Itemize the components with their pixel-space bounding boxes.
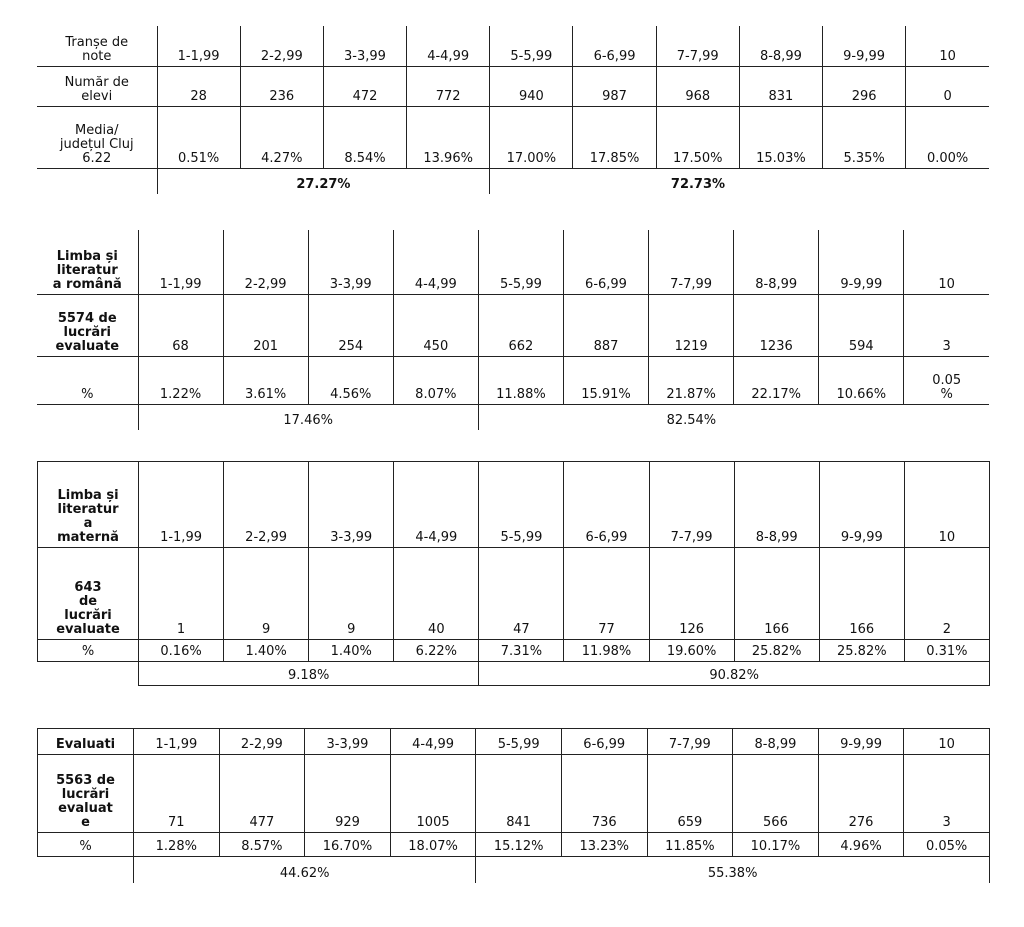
range-cell: 5-5,99 xyxy=(479,462,564,548)
header-row xyxy=(38,729,990,755)
row-label-header: Evaluati xyxy=(38,729,134,755)
range-cell: 1-1,99 xyxy=(157,26,240,66)
row-label-count: 643 de lucrări evaluate xyxy=(38,548,139,640)
percent-cell: 15.03% xyxy=(739,106,822,168)
count-cell: 472 xyxy=(323,66,406,106)
range-cell: 6-6,99 xyxy=(561,729,647,755)
grade-table-county xyxy=(37,26,989,194)
count-cell: 1219 xyxy=(649,294,734,356)
range-cell: 2-2,99 xyxy=(240,26,323,66)
percent-row xyxy=(37,106,989,168)
summary-5-and-above: 55.38% xyxy=(476,857,990,883)
percent-cell: 4.27% xyxy=(240,106,323,168)
count-cell: 166 xyxy=(819,548,904,640)
count-cell: 594 xyxy=(819,294,904,356)
count-cell: 166 xyxy=(734,548,819,640)
range-cell: 5-5,99 xyxy=(476,729,562,755)
count-cell: 887 xyxy=(563,294,648,356)
percent-cell: 0.00% xyxy=(906,106,989,168)
range-cell: 3-3,99 xyxy=(305,729,391,755)
summary-row xyxy=(38,662,990,686)
header-row xyxy=(38,462,990,548)
range-cell: 7-7,99 xyxy=(656,26,739,66)
count-cell: 77 xyxy=(564,548,649,640)
count-cell: 47 xyxy=(479,548,564,640)
percent-cell: 0.51% xyxy=(157,106,240,168)
count-cell: 3 xyxy=(904,294,989,356)
range-cell: 2-2,99 xyxy=(224,462,309,548)
count-row xyxy=(38,755,990,833)
percent-row xyxy=(38,833,990,857)
summary-row xyxy=(37,404,989,430)
percent-row xyxy=(38,640,990,662)
percent-cell: 18.07% xyxy=(390,833,476,857)
count-cell: 9 xyxy=(224,548,309,640)
range-cell: 10 xyxy=(906,26,989,66)
percent-cell: 0.05 % xyxy=(904,356,989,404)
range-cell: 9-9,99 xyxy=(819,462,904,548)
count-cell: 940 xyxy=(490,66,573,106)
percent-cell: 4.56% xyxy=(308,356,393,404)
range-cell: 8-8,99 xyxy=(734,230,819,294)
range-cell: 8-8,99 xyxy=(739,26,822,66)
count-cell: 772 xyxy=(407,66,490,106)
count-cell: 831 xyxy=(739,66,822,106)
percent-cell: 7.31% xyxy=(479,640,564,662)
range-cell: 4-4,99 xyxy=(393,230,478,294)
count-cell: 1236 xyxy=(734,294,819,356)
percent-cell: 11.88% xyxy=(478,356,563,404)
count-row xyxy=(37,294,989,356)
row-label-header: Limba și literatur a română xyxy=(37,230,138,294)
count-cell: 71 xyxy=(134,755,220,833)
percent-cell: 13.96% xyxy=(407,106,490,168)
percent-cell: 19.60% xyxy=(649,640,734,662)
range-cell: 3-3,99 xyxy=(323,26,406,66)
summary-5-and-above: 82.54% xyxy=(666,413,717,428)
range-cell: 8-8,99 xyxy=(733,729,819,755)
count-cell: 1 xyxy=(139,548,224,640)
percent-cell: 0.31% xyxy=(904,640,989,662)
range-cell: 3-3,99 xyxy=(308,230,393,294)
range-cell: 1-1,99 xyxy=(139,462,224,548)
count-cell: 276 xyxy=(818,755,904,833)
percent-cell: 8.07% xyxy=(393,356,478,404)
percent-cell: 1.40% xyxy=(309,640,394,662)
percent-cell: 17.85% xyxy=(573,106,656,168)
range-cell: 6-6,99 xyxy=(564,462,649,548)
range-cell: 2-2,99 xyxy=(219,729,305,755)
percent-cell: 25.82% xyxy=(819,640,904,662)
header-row xyxy=(37,26,989,66)
range-cell: 10 xyxy=(904,462,989,548)
percent-cell: 1.40% xyxy=(224,640,309,662)
count-cell: 3 xyxy=(904,755,990,833)
summary-5-and-above: 90.82% xyxy=(479,662,990,686)
row-label-header: Tranșe de note xyxy=(37,26,157,66)
percent-cell: 3.61% xyxy=(223,356,308,404)
count-cell: 126 xyxy=(649,548,734,640)
row-label-count: 5563 de lucrări evaluat e xyxy=(38,755,134,833)
count-cell: 296 xyxy=(823,66,906,106)
count-cell: 40 xyxy=(394,548,479,640)
row-label-percent: % xyxy=(37,356,138,404)
row-label-percent: % xyxy=(38,833,134,857)
percent-cell: 17.00% xyxy=(490,106,573,168)
summary-below-5: 17.46% xyxy=(138,404,478,430)
range-cell: 8-8,99 xyxy=(734,462,819,548)
percent-cell: 11.98% xyxy=(564,640,649,662)
range-cell: 4-4,99 xyxy=(394,462,479,548)
range-cell: 7-7,99 xyxy=(649,230,734,294)
range-cell: 6-6,99 xyxy=(563,230,648,294)
row-label-count: Număr de elevi xyxy=(37,66,157,106)
grade-table-mother-tongue xyxy=(37,461,990,686)
range-cell: 4-4,99 xyxy=(390,729,476,755)
percent-row xyxy=(37,356,989,404)
percent-cell: 4.96% xyxy=(818,833,904,857)
range-cell: 9-9,99 xyxy=(818,729,904,755)
range-cell: 7-7,99 xyxy=(647,729,733,755)
summary-row xyxy=(37,168,989,194)
summary-5-and-above: 72.73% xyxy=(670,177,726,192)
range-cell: 10 xyxy=(904,729,990,755)
count-cell: 68 xyxy=(138,294,223,356)
percent-cell: 8.57% xyxy=(219,833,305,857)
count-cell: 28 xyxy=(157,66,240,106)
range-cell: 9-9,99 xyxy=(819,230,904,294)
count-cell: 477 xyxy=(219,755,305,833)
percent-cell: 10.17% xyxy=(733,833,819,857)
row-label-percent: Media/ județul Cluj 6.22 xyxy=(37,106,157,168)
count-cell: 968 xyxy=(656,66,739,106)
grade-table-romanian xyxy=(37,230,989,430)
summary-below-5: 44.62% xyxy=(134,857,476,883)
count-cell: 1005 xyxy=(390,755,476,833)
percent-cell: 21.87% xyxy=(649,356,734,404)
range-cell: 10 xyxy=(904,230,989,294)
count-cell: 0 xyxy=(906,66,989,106)
summary-row xyxy=(38,857,990,883)
row-label-header: Limba și literatur a maternă xyxy=(38,462,139,548)
count-cell: 841 xyxy=(476,755,562,833)
range-cell: 7-7,99 xyxy=(649,462,734,548)
count-cell: 929 xyxy=(305,755,391,833)
range-cell: 4-4,99 xyxy=(407,26,490,66)
count-cell: 254 xyxy=(308,294,393,356)
range-cell: 1-1,99 xyxy=(134,729,220,755)
range-cell: 1-1,99 xyxy=(138,230,223,294)
percent-cell: 6.22% xyxy=(394,640,479,662)
count-cell: 987 xyxy=(573,66,656,106)
count-cell: 659 xyxy=(647,755,733,833)
percent-cell: 8.54% xyxy=(323,106,406,168)
range-cell: 6-6,99 xyxy=(573,26,656,66)
percent-cell: 13.23% xyxy=(561,833,647,857)
count-cell: 236 xyxy=(240,66,323,106)
percent-cell: 11.85% xyxy=(647,833,733,857)
header-row xyxy=(37,230,989,294)
percent-cell: 16.70% xyxy=(305,833,391,857)
count-cell: 201 xyxy=(223,294,308,356)
count-row xyxy=(37,66,989,106)
percent-cell: 15.91% xyxy=(563,356,648,404)
count-cell: 662 xyxy=(478,294,563,356)
range-cell: 9-9,99 xyxy=(823,26,906,66)
percent-cell: 17.50% xyxy=(656,106,739,168)
row-label-count: 5574 de lucrări evaluate xyxy=(37,294,138,356)
count-row xyxy=(38,548,990,640)
percent-cell: 1.28% xyxy=(134,833,220,857)
range-cell: 5-5,99 xyxy=(478,230,563,294)
percent-cell: 1.22% xyxy=(138,356,223,404)
count-cell: 9 xyxy=(309,548,394,640)
count-cell: 566 xyxy=(733,755,819,833)
percent-cell: 10.66% xyxy=(819,356,904,404)
count-cell: 2 xyxy=(904,548,989,640)
range-cell: 5-5,99 xyxy=(490,26,573,66)
range-cell: 2-2,99 xyxy=(223,230,308,294)
percent-cell: 15.12% xyxy=(476,833,562,857)
row-label-percent: % xyxy=(38,640,139,662)
summary-below-5: 27.27% xyxy=(157,168,490,194)
percent-cell: 0.05% xyxy=(904,833,990,857)
percent-cell: 5.35% xyxy=(823,106,906,168)
percent-cell: 0.16% xyxy=(139,640,224,662)
grade-table-evaluated xyxy=(37,728,990,883)
percent-cell: 25.82% xyxy=(734,640,819,662)
count-cell: 736 xyxy=(561,755,647,833)
count-cell: 450 xyxy=(393,294,478,356)
percent-cell: 22.17% xyxy=(734,356,819,404)
range-cell: 3-3,99 xyxy=(309,462,394,548)
summary-below-5: 9.18% xyxy=(139,662,479,686)
